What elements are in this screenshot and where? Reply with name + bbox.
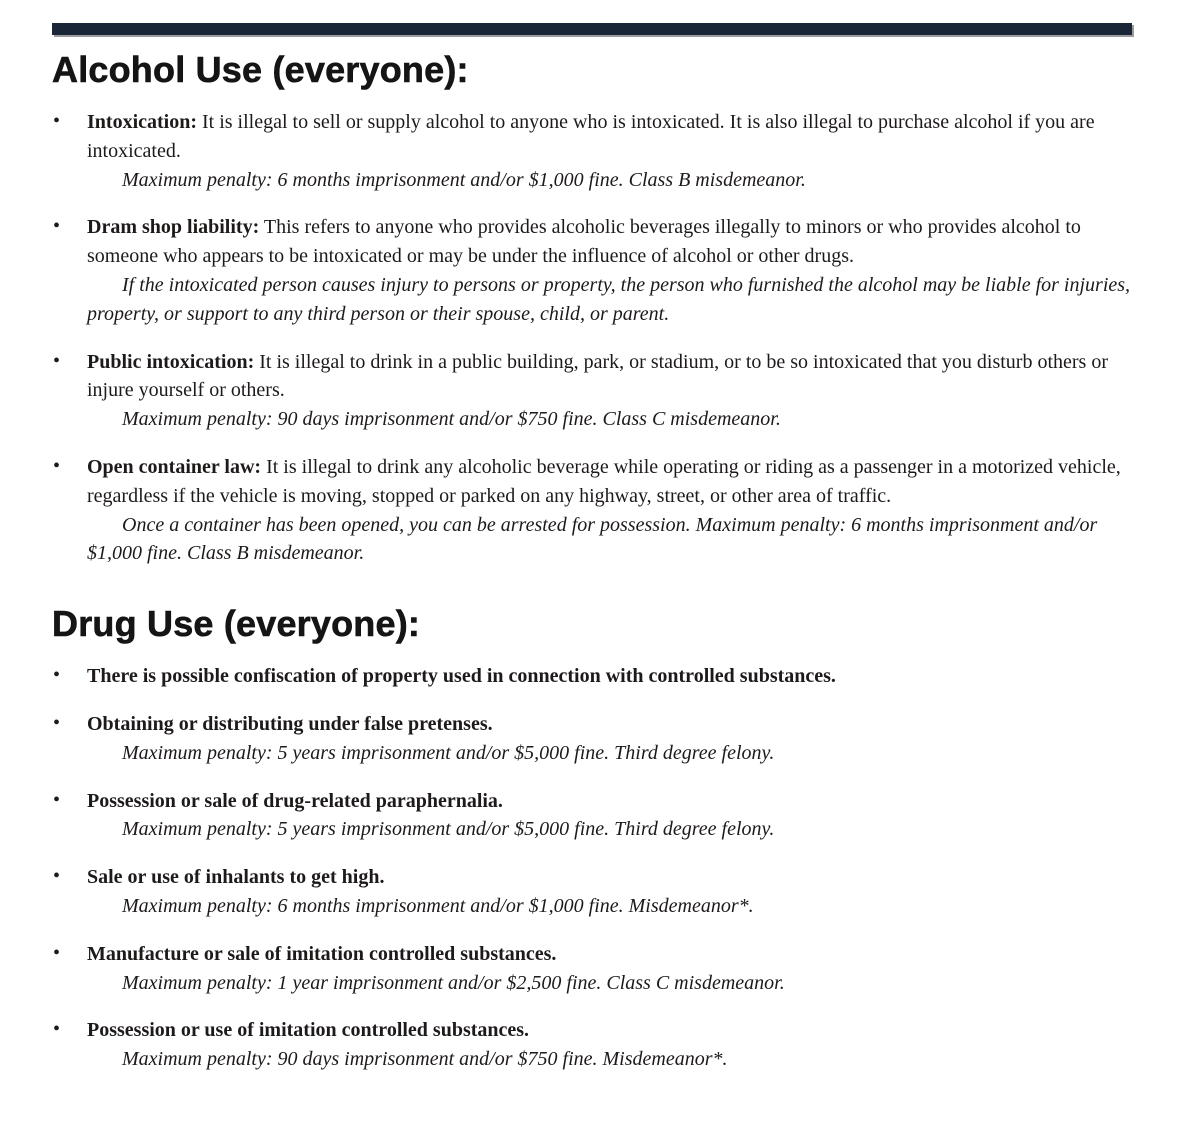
bullet-icon: • [53, 865, 61, 888]
bullet-icon: • [53, 215, 61, 238]
item-text [87, 453, 1137, 511]
item-lead-label: Sale or use of inhalants to get high. [87, 866, 385, 889]
item-lead-label: Possession or use of imitation controlled substances. [87, 1019, 530, 1042]
item-lead-label: Public intoxication: [87, 350, 255, 373]
bullet-icon: • [53, 454, 61, 477]
item-text [87, 787, 1137, 816]
item-body-text: It is illegal to sell or supply alcohol to anyone who is intoxicated. It is also illegal to purchase alcohol if you are intoxicated. [87, 111, 1095, 162]
item-body-text: This refers to anyone who provides alcoholic beverages illegally to minors or who provides alcohol to someone who appears to be intoxicated or may be under the influence of alcohol or other drugs. [87, 216, 1081, 268]
item-body-text: It is illegal to drink any alcoholic beverage while operating or riding as a passenger in a motorized vehicle, regardless if the vehicle is moving, stopped or parked on any highway, street, or other area of traffic. [87, 455, 1121, 507]
item-penalty-text: Maximum penalty: 6 months imprisonment and/or $1,000 fine. Misdemeanor*. [122, 894, 754, 917]
list-item-intoxication [53, 108, 1137, 194]
bullet-icon: • [53, 941, 61, 964]
item-text [87, 213, 1137, 271]
item-lead-label: Possession or sale of drug-related paraphernalia. [87, 789, 503, 812]
item-body-text: It is illegal to drink in a public building, park, or stadium, or to be so intoxicated that you disturb others or injure yourself or others. [87, 350, 1108, 402]
alcohol-bullet-list [53, 108, 1137, 568]
drug-bullet-list [53, 662, 1137, 1074]
bullet-icon: • [53, 664, 61, 687]
list-item-imitation-possession [53, 1016, 1137, 1074]
item-penalty-text: Maximum penalty: 6 months imprisonment and/or $1,000 fine. Class B misdemeanor. [122, 168, 806, 191]
item-text [87, 348, 1137, 406]
item-lead-label: Obtaining or distributing under false pretenses. [87, 712, 493, 735]
bullet-icon: • [53, 711, 61, 734]
item-penalty-text: If the intoxicated person causes injury to persons or property, the person who furnished the alcohol may be liable for injuries, property, or support to any third person or their spouse, child, or parent. [87, 273, 1131, 325]
alcohol-section-heading: Alcohol Use (everyone): [52, 49, 469, 90]
item-lead-label: There is possible confiscation of property used in connection with controlled substances. [87, 665, 836, 688]
list-item-inhalants [53, 863, 1137, 921]
list-item-confiscation [53, 662, 1137, 691]
drug-section-heading: Drug Use (everyone): [52, 603, 421, 645]
item-text [87, 940, 1137, 969]
bullet-icon: • [53, 788, 61, 811]
bullet-icon: • [53, 349, 61, 372]
list-item-public-intoxication [53, 348, 1137, 434]
item-lead-label: Intoxication: [87, 111, 197, 133]
item-text [87, 1016, 1137, 1045]
bullet-icon: • [53, 1018, 61, 1041]
item-text [87, 108, 1137, 166]
list-item-open-container [53, 453, 1137, 568]
list-item-imitation-manufacture [53, 940, 1137, 998]
item-penalty-text: Maximum penalty: 5 years imprisonment and/or $5,000 fine. Third degree felony. [122, 741, 775, 764]
item-lead-label: Dram shop liability: [87, 216, 260, 239]
bullet-icon: • [53, 110, 61, 132]
item-penalty-text: Once a container has been opened, you can be arrested for possession. Maximum penalty: 6 months imprisonment and/or $1,000 fine. Class B misdemeanor. [87, 513, 1098, 565]
item-penalty-text: Maximum penalty: 5 years imprisonment and/or $5,000 fine. Third degree felony. [122, 818, 775, 841]
list-item-paraphernalia [53, 787, 1137, 845]
section-alcohol-use [0, 50, 1191, 568]
item-lead-label: Manufacture or sale of imitation controlled substances. [87, 942, 557, 965]
header-rule-bar [52, 23, 1132, 35]
item-penalty-text: Maximum penalty: 1 year imprisonment and/or $2,500 fine. Class C misdemeanor. [122, 971, 785, 994]
list-item-false-pretenses [53, 710, 1137, 768]
item-penalty-text: Maximum penalty: 90 days imprisonment and/or $750 fine. Class C misdemeanor. [122, 408, 781, 431]
list-item-dram-shop [53, 213, 1137, 328]
item-text [87, 863, 1137, 892]
item-lead-label: Open container law: [87, 455, 262, 478]
item-text [87, 662, 1137, 691]
item-penalty-text: Maximum penalty: 90 days imprisonment and/or $750 fine. Misdemeanor*. [122, 1048, 728, 1071]
section-drug-use [0, 604, 1191, 1074]
item-text [87, 710, 1137, 739]
